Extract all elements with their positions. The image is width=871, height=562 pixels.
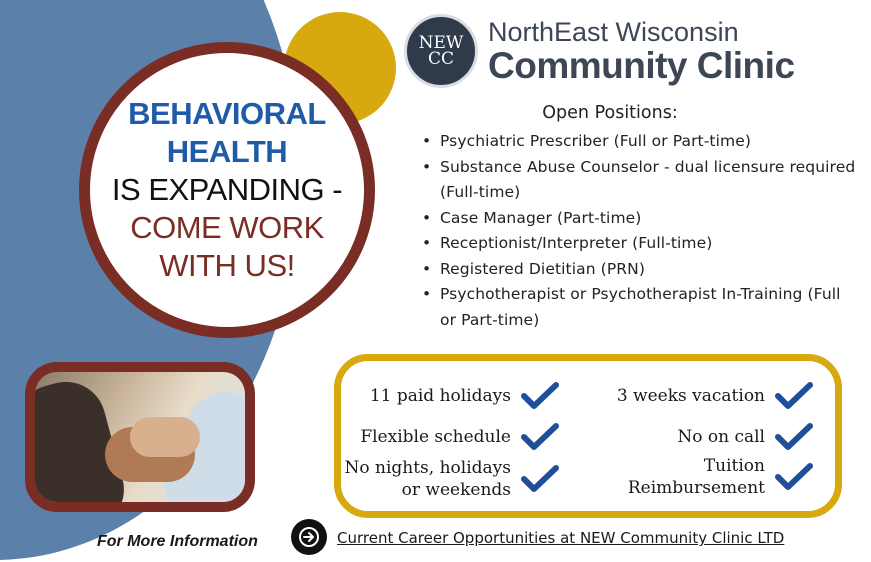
- checkmark-icon: [775, 422, 813, 452]
- arrow-right-circle-icon[interactable]: [291, 519, 327, 555]
- benefit-label: Tuition: [703, 456, 765, 476]
- logo-badge-bottom: CC: [427, 49, 454, 69]
- headline-circle: [79, 42, 375, 338]
- benefit-tuition: [628, 455, 813, 499]
- position-item: • Psychiatric Prescriber (Full or Part-time): [420, 129, 860, 155]
- footer-label: For More Information: [97, 533, 258, 550]
- open-positions: [420, 103, 860, 333]
- benefit-label: Flexible schedule: [360, 427, 511, 447]
- position-item: • Registered Dietitian (PRN): [420, 257, 860, 283]
- benefit-no-on-call: [677, 422, 813, 452]
- headline-line-1: BEHAVIORAL: [128, 96, 326, 131]
- benefits-box: [334, 354, 842, 518]
- headline-line-3: IS EXPANDING -: [111, 172, 343, 207]
- benefit-label: No on call: [677, 427, 765, 447]
- benefit-label: No nights, holidays: [344, 458, 511, 478]
- checkmark-icon: [521, 422, 559, 452]
- benefit-label: 11 paid holidays: [369, 386, 511, 406]
- benefit-label: or weekends: [401, 480, 511, 500]
- position-item: • Case Manager (Part-time): [420, 206, 860, 232]
- benefit-flexible-schedule: [360, 422, 559, 452]
- position-item: • Substance Abuse Counselor - dual licensure required (Full-time): [420, 155, 860, 206]
- holding-hands-photo: [35, 372, 245, 502]
- benefit-vacation: [617, 381, 813, 411]
- positions-heading: Open Positions:: [542, 103, 678, 123]
- benefit-label: 3 weeks vacation: [616, 386, 765, 406]
- logo-line-1: NorthEast Wisconsin: [488, 17, 739, 47]
- arrow-right-icon: [298, 526, 320, 548]
- photo-frame: [25, 362, 255, 512]
- logo-badge-top: NEW: [418, 33, 464, 53]
- logo-line-2: Community Clinic: [488, 45, 795, 86]
- logo-text: [488, 17, 795, 85]
- headline-line-5: WITH US!: [159, 248, 295, 283]
- career-opportunities-link[interactable]: Current Career Opportunities at NEW Community Clinic LTD: [337, 529, 785, 547]
- headline-line-2: HEALTH: [166, 134, 288, 169]
- logo-badge: [404, 14, 478, 88]
- benefit-holidays: [370, 381, 559, 411]
- clinic-logo: [404, 14, 795, 88]
- checkmark-icon: [521, 381, 559, 411]
- checkmark-icon: [775, 381, 813, 411]
- position-item: • Psychotherapist or Psychotherapist In-Training (Full or Part-time): [420, 282, 860, 333]
- benefit-label: Reimbursement: [627, 478, 765, 498]
- position-item: • Receptionist/Interpreter (Full-time): [420, 231, 860, 257]
- checkmark-icon: [775, 462, 813, 492]
- headline-line-4: COME WORK: [130, 210, 324, 245]
- positions-list: [420, 129, 860, 333]
- checkmark-icon: [521, 464, 559, 494]
- benefit-no-nights: [345, 457, 560, 501]
